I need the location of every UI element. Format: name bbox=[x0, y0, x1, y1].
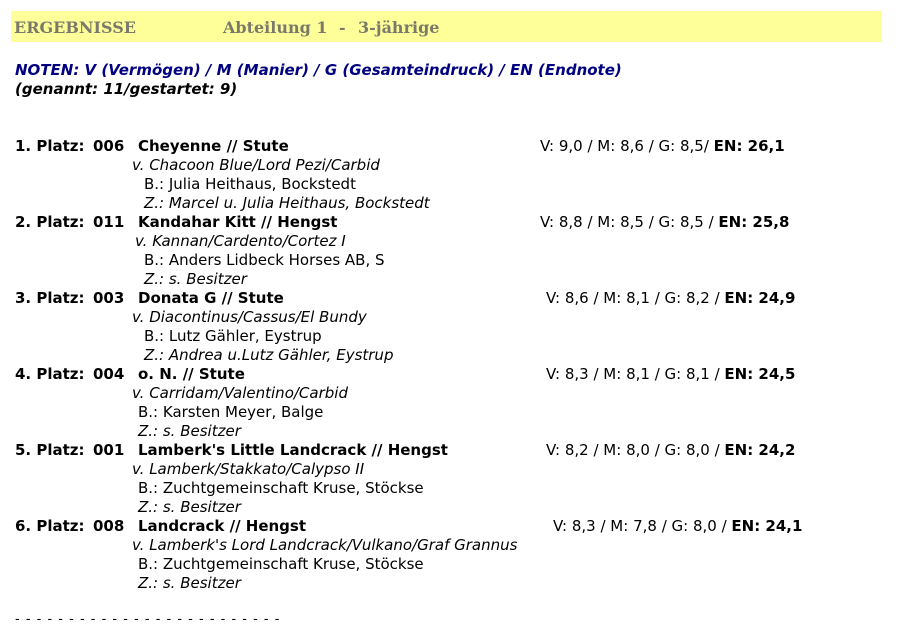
result-scores bbox=[546, 289, 795, 308]
result-score-breakdown: V: 8,3 / M: 8,1 / G: 8,1 / bbox=[546, 365, 725, 383]
result-score-breakdown: V: 9,0 / M: 8,6 / G: 8,5/ bbox=[540, 137, 714, 155]
header-bar bbox=[11, 11, 882, 42]
result-number: 006 bbox=[93, 137, 125, 155]
result-scores bbox=[553, 517, 802, 536]
result-endnote: EN: 25,8 bbox=[718, 213, 790, 231]
result-breeder: B.: Karsten Meyer, Balge bbox=[138, 403, 324, 421]
result-endnote: EN: 24,9 bbox=[724, 289, 796, 307]
result-place: 1. Platz: bbox=[15, 137, 85, 155]
result-score-breakdown: V: 8,3 / M: 7,8 / G: 8,0 / bbox=[553, 517, 732, 535]
result-number: 001 bbox=[93, 441, 125, 459]
result-breeder: B.: Zuchtgemeinschaft Kruse, Stöckse bbox=[138, 479, 424, 497]
result-scores bbox=[540, 137, 785, 156]
result-scores bbox=[546, 365, 795, 384]
result-horse-name: o. N. // Stute bbox=[138, 365, 245, 383]
result-breeder: B.: Lutz Gähler, Eystrup bbox=[144, 327, 322, 345]
result-owner: Z.: Andrea u.Lutz Gähler, Eystrup bbox=[144, 346, 394, 364]
result-horse-name: Lamberk's Little Landcrack // Hengst bbox=[138, 441, 448, 459]
score-legend: NOTEN: V (Vermögen) / M (Manier) / G (Gesamteindruck) / EN (Endnote) bbox=[15, 61, 622, 79]
starter-count: (genannt: 11/gestartet: 9) bbox=[15, 80, 238, 98]
result-pedigree: v. Diacontinus/Cassus/El Bundy bbox=[132, 308, 367, 326]
section-label: Abteilung 1 bbox=[223, 18, 328, 37]
result-pedigree: v. Lamberk's Lord Landcrack/Vulkano/Graf Grannus bbox=[132, 536, 518, 554]
category-label: 3-jährige bbox=[358, 18, 440, 37]
result-score-breakdown: V: 8,8 / M: 8,5 / G: 8,5 / bbox=[540, 213, 719, 231]
result-place: 4. Platz: bbox=[15, 365, 85, 383]
result-score-breakdown: V: 8,2 / M: 8,0 / G: 8,0 / bbox=[546, 441, 725, 459]
result-horse-name: Donata G // Stute bbox=[138, 289, 284, 307]
result-endnote: EN: 24,2 bbox=[724, 441, 796, 459]
result-owner: Z.: s. Besitzer bbox=[138, 422, 241, 440]
result-number: 004 bbox=[93, 365, 125, 383]
result-breeder: B.: Zuchtgemeinschaft Kruse, Stöckse bbox=[138, 555, 424, 573]
result-owner: Z.: s. Besitzer bbox=[144, 270, 247, 288]
result-horse-name: Kandahar Kitt // Hengst bbox=[138, 213, 338, 231]
result-place: 3. Platz: bbox=[15, 289, 85, 307]
result-owner: Z.: Marcel u. Julia Heithaus, Bockstedt bbox=[144, 194, 430, 212]
result-endnote: EN: 26,1 bbox=[713, 137, 785, 155]
result-endnote: EN: 24,1 bbox=[731, 517, 803, 535]
footer-rule: - - - - - - - - - - - - - - - - - - - - - - - - - bbox=[15, 612, 281, 627]
result-endnote: EN: 24,5 bbox=[724, 365, 796, 383]
result-horse-name: Landcrack // Hengst bbox=[138, 517, 307, 535]
result-pedigree: v. Chacoon Blue/Lord Pezi/Carbid bbox=[132, 156, 380, 174]
result-horse-name: Cheyenne // Stute bbox=[138, 137, 289, 155]
result-breeder: B.: Anders Lidbeck Horses AB, S bbox=[144, 251, 385, 269]
result-scores bbox=[546, 441, 795, 460]
result-owner: Z.: s. Besitzer bbox=[138, 574, 241, 592]
result-pedigree: v. Carridam/Valentino/Carbid bbox=[132, 384, 348, 402]
result-number: 008 bbox=[93, 517, 125, 535]
result-place: 6. Platz: bbox=[15, 517, 85, 535]
result-scores bbox=[540, 213, 789, 232]
result-place: 2. Platz: bbox=[15, 213, 85, 231]
results-title: ERGEBNISSE bbox=[14, 18, 136, 37]
result-owner: Z.: s. Besitzer bbox=[138, 498, 241, 516]
result-score-breakdown: V: 8,6 / M: 8,1 / G: 8,2 / bbox=[546, 289, 725, 307]
result-pedigree: v. Lamberk/Stakkato/Calypso II bbox=[132, 460, 365, 478]
result-breeder: B.: Julia Heithaus, Bockstedt bbox=[144, 175, 356, 193]
result-pedigree: v. Kannan/Cardento/Cortez I bbox=[135, 232, 346, 250]
result-place: 5. Platz: bbox=[15, 441, 85, 459]
result-number: 011 bbox=[93, 213, 125, 231]
header-separator: - bbox=[339, 18, 346, 37]
result-number: 003 bbox=[93, 289, 125, 307]
